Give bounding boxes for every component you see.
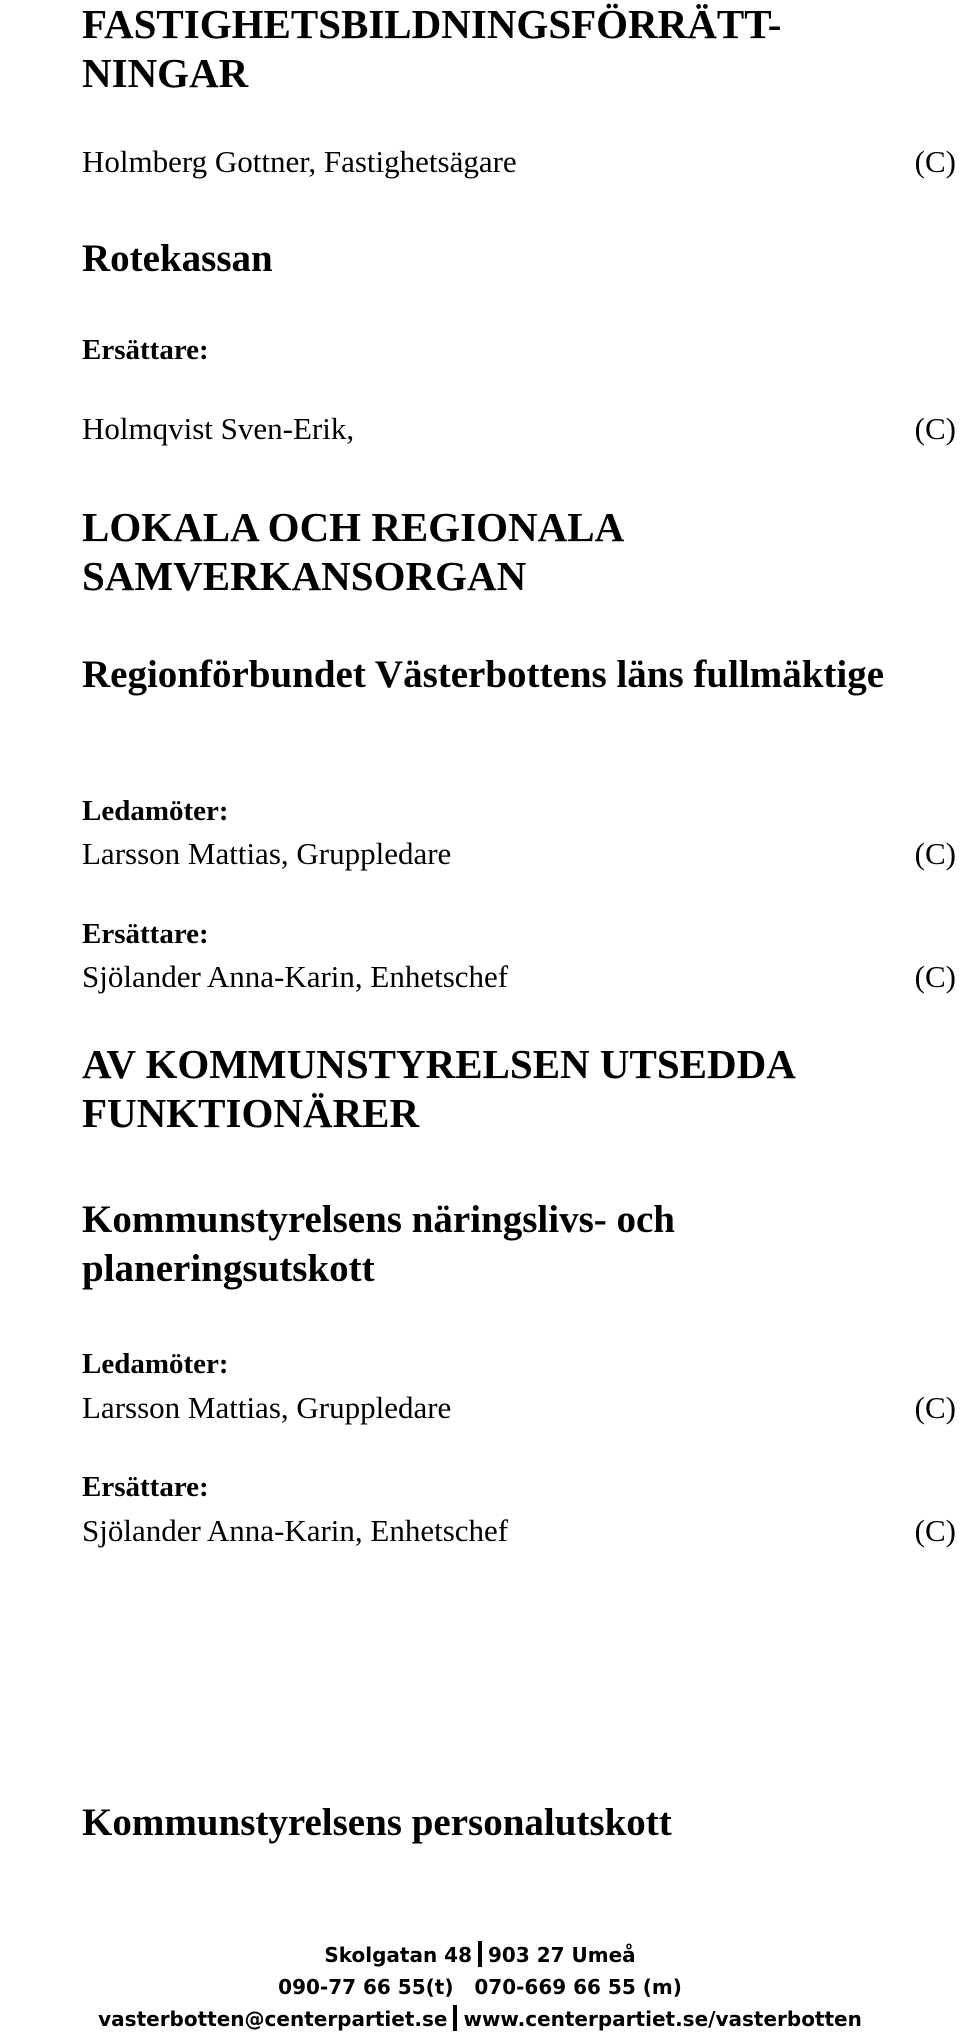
substitutes-label: Ersättare: xyxy=(82,334,209,366)
person-name: Sjölander Anna-Karin, Enhetschef xyxy=(82,1513,509,1548)
footer-phone: 090-77 66 55(t) xyxy=(278,1975,454,1999)
person-name: Holmqvist Sven-Erik, xyxy=(82,411,355,446)
footer-street: Skolgatan 48 xyxy=(324,1943,472,1967)
person-row xyxy=(82,142,956,182)
footer-mobile: 070-669 66 55 (m) xyxy=(474,1975,682,1999)
person-row xyxy=(82,834,956,874)
person-row xyxy=(82,409,956,449)
section-heading-fastighetsbildning: FASTIGHETSBILDNINGSFÖRRÄTT-NINGAR xyxy=(82,1,782,96)
party-label: (C) xyxy=(914,411,956,446)
person-name: Larsson Mattias, Gruppledare xyxy=(82,836,452,871)
person-name: Holmberg Gottner, Fastighetsägare xyxy=(82,144,517,179)
subheading-rotekassan: Rotekassan xyxy=(82,237,273,280)
footer-separator xyxy=(478,1941,482,1967)
footer-website[interactable]: www.centerpartiet.se/vasterbotten xyxy=(463,2007,862,2031)
subheading-naringslivs-planering: Kommunstyrelsens näringslivs- och planeringsutskott xyxy=(82,1198,675,1290)
person-row xyxy=(82,957,956,997)
party-label: (C) xyxy=(914,1513,956,1548)
footer-phone-line xyxy=(0,1972,960,2002)
subheading-personalutskott: Kommunstyrelsens personalutskott xyxy=(82,1801,672,1844)
person-name: Larsson Mattias, Gruppledare xyxy=(82,1390,452,1425)
party-label: (C) xyxy=(914,836,956,871)
footer-separator xyxy=(453,2005,457,2031)
section-heading-kommunstyrelsen-funktionarer: AV KOMMUNSTYRELSEN UTSEDDA FUNKTIONÄRER xyxy=(82,1041,794,1136)
person-row xyxy=(82,1388,956,1428)
person-row xyxy=(82,1511,956,1551)
party-label: (C) xyxy=(914,1390,956,1425)
substitutes-label: Ersättare: xyxy=(82,918,209,950)
members-label: Ledamöter: xyxy=(82,795,229,827)
substitutes-label: Ersättare: xyxy=(82,1471,209,1503)
party-label: (C) xyxy=(914,144,956,179)
footer-city: 903 27 Umeå xyxy=(488,1943,636,1967)
footer-address-line xyxy=(0,1940,960,1970)
section-heading-lokala-regionala: LOKALA OCH REGIONALA SAMVERKANSORGAN xyxy=(82,504,622,599)
person-name: Sjölander Anna-Karin, Enhetschef xyxy=(82,959,509,994)
members-label: Ledamöter: xyxy=(82,1348,229,1380)
footer-email[interactable]: vasterbotten@centerpartiet.se xyxy=(98,2007,448,2031)
footer-contact-line xyxy=(0,2004,960,2034)
party-label: (C) xyxy=(914,959,956,994)
subheading-regionforbundet: Regionförbundet Västerbottens läns fullmäktige xyxy=(82,653,885,696)
